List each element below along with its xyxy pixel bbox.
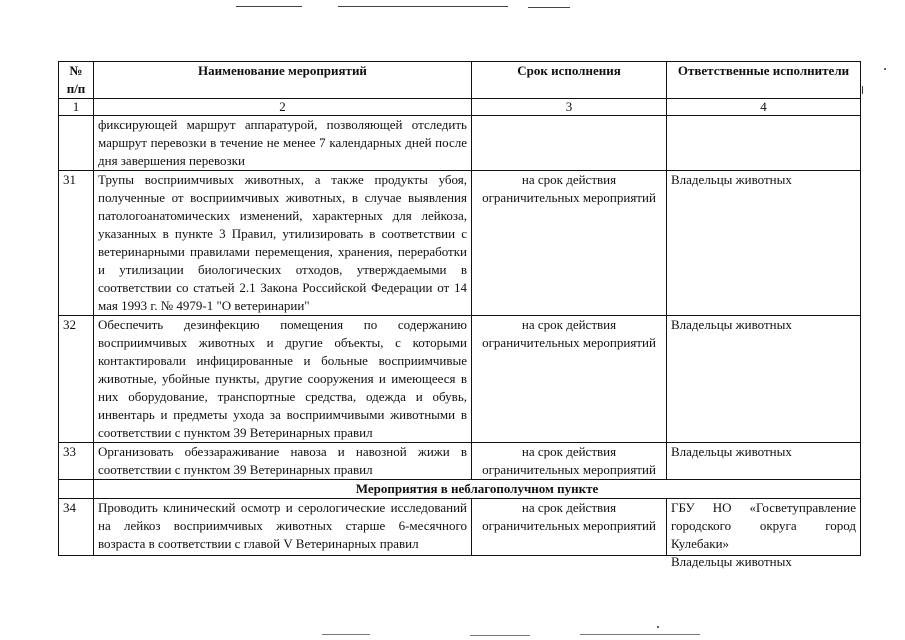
deadline-text: на срок действия ограничительных мероприятий: [472, 171, 667, 316]
section-title: Мероприятия в неблагополучном пункте: [94, 480, 861, 499]
scan-artifact: [580, 634, 700, 635]
measure-text: Обеспечить дезинфекцию помещения по содержанию восприимчивых животных и другие объекты, с которыми контактировали инфицированные и больные восприимчивые животные, убойные пункты, другие сооружения и имеющееся в них оборудование, транспортные средства, одежда и обувь, инвентарь и предметы ухода за восприимчивыми животными в соответствии с пунктом 39 Ветеринарных правил: [94, 316, 472, 443]
table-row-continuation: [59, 116, 861, 171]
scan-speck: [862, 86, 863, 94]
row-number: 31: [59, 171, 94, 316]
column-index: 3: [472, 99, 667, 116]
responsible-text: Владельцы животных: [667, 171, 861, 316]
deadline-text: на срок действия ограничительных мероприятий: [472, 443, 667, 480]
scan-artifact: [338, 6, 508, 7]
scan-artifact: [322, 634, 370, 635]
column-index-row: [59, 99, 861, 116]
header-responsible: Ответственные исполнители: [667, 62, 861, 99]
row-number: 33: [59, 443, 94, 480]
table-row: [59, 499, 861, 556]
table-row: [59, 316, 861, 443]
scan-speck: [884, 68, 886, 70]
header-name: Наименование мероприятий: [94, 62, 472, 99]
column-index: 4: [667, 99, 861, 116]
row-number: 34: [59, 499, 94, 556]
measure-text: [94, 499, 472, 556]
column-index: 2: [94, 99, 472, 116]
measure-text: Трупы восприимчивых животных, а также продукты убоя, полученные от восприимчивых животных, в случае выявления патологоанатомических изменений, характерных для лейкоза, указанных в пункте 3 Правил, утилизировать в соответствии с ветеринарными правилами перемещения, хранения, переработки и утилизации биологических отходов, утверждаемыми в соответствии со статьей 2.1 Закона Российской Федерации от 14 мая 1993 г. № 4979-1 "О ветеринарии": [94, 171, 472, 316]
section-row: [59, 480, 861, 499]
column-index: 1: [59, 99, 94, 116]
deadline-text: [472, 499, 667, 556]
deadline-text: на срок действия ограничительных мероприятий: [472, 316, 667, 443]
header-num: № п/п: [59, 62, 94, 99]
responsible-cell: [667, 499, 861, 569]
scan-speck: [657, 626, 659, 628]
measures-table: [58, 61, 861, 569]
measure-text: Организовать обеззараживание навоза и навозной жижи в соответствии с пунктом 39 Ветеринарных правил: [94, 443, 472, 480]
responsible-text: Владельцы животных: [671, 554, 792, 569]
measure-text-clip: Проводить клинический осмотр и серологические исследований на лейкоз восприимчивых животных старше 6-месячного возраста в соответствии с главой V Ветеринарных правил: [98, 500, 467, 551]
scan-artifact: [236, 6, 302, 7]
table-row: [59, 171, 861, 316]
responsible-clip: [671, 499, 856, 569]
responsible-text: Владельцы животных: [667, 316, 861, 443]
scan-artifact: [470, 635, 530, 636]
responsible-text: ГБУ НО «Госветуправление городского округа город Кулебаки»: [671, 500, 856, 551]
scan-artifact: [528, 7, 570, 8]
row-number: 32: [59, 316, 94, 443]
header-row: [59, 62, 861, 99]
table-row: [59, 443, 861, 480]
deadline-text-clip: на срок действия ограничительных мероприятий: [482, 500, 656, 533]
header-deadline: Срок исполнения: [472, 62, 667, 99]
continuation-text: фиксирующей маршрут аппаратурой, позволяющей отследить маршрут перевозки в течение не менее 7 календарных дней после дня завершения перевозки: [94, 116, 472, 171]
responsible-text: Владельцы животных: [667, 443, 861, 480]
